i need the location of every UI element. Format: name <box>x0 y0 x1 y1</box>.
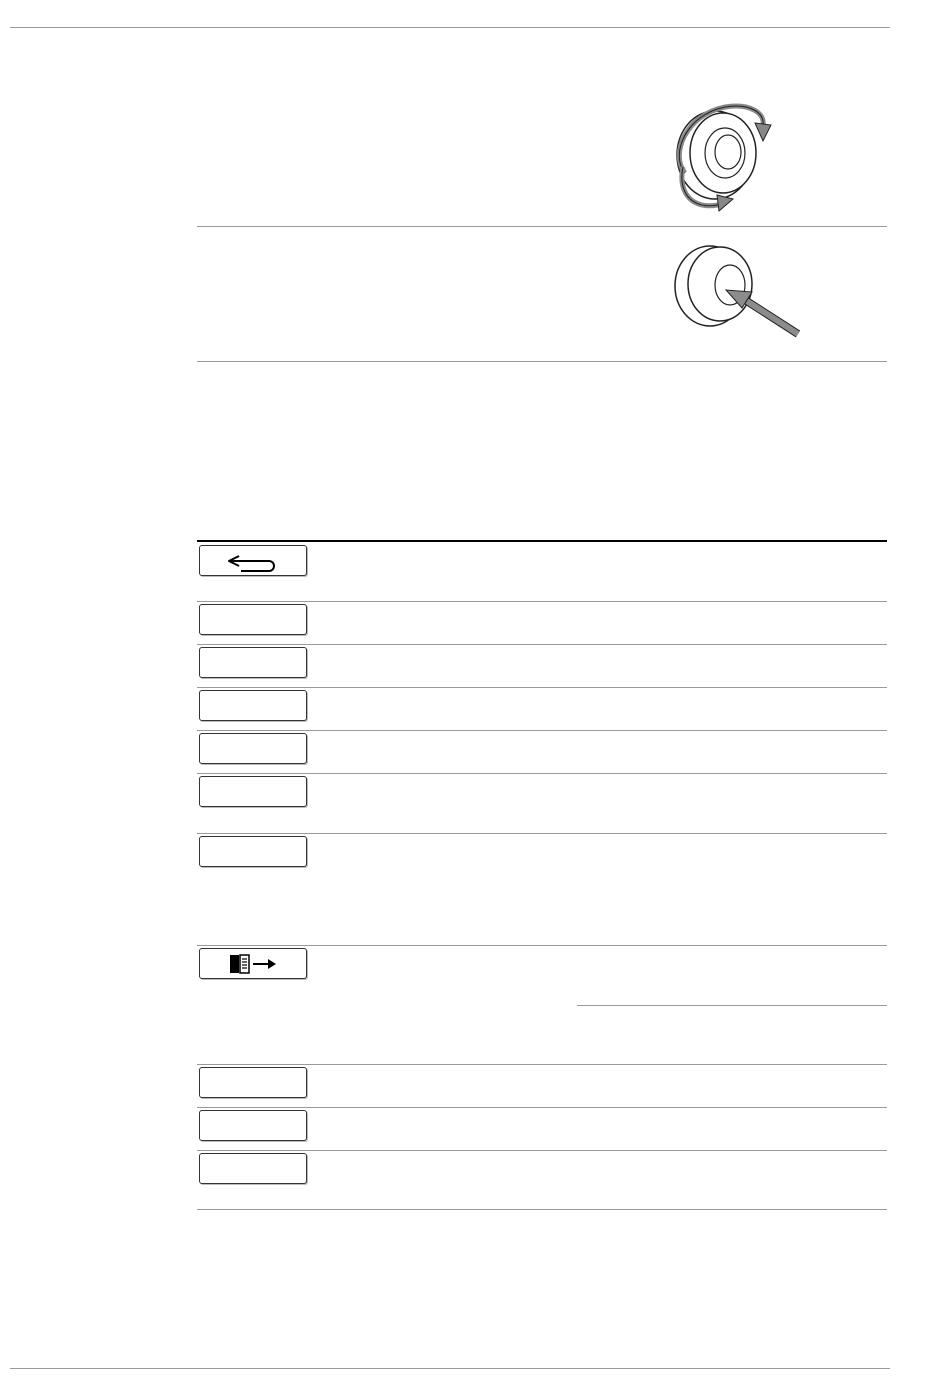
back-arrow-icon <box>225 550 281 572</box>
rotary-knob-turn-icon <box>655 95 785 220</box>
table-row-rule <box>197 730 887 731</box>
section-rule-1 <box>197 226 887 227</box>
manual-key[interactable] <box>199 948 307 979</box>
soft-key-6[interactable] <box>199 836 307 867</box>
soft-key-8[interactable] <box>199 1110 307 1141</box>
table-bottom-rule <box>197 1209 887 1210</box>
footer-rule <box>10 1368 890 1369</box>
soft-key-4[interactable] <box>199 733 307 764</box>
soft-key-3[interactable] <box>199 690 307 721</box>
back-key[interactable] <box>199 545 307 576</box>
soft-key-9[interactable] <box>199 1153 307 1184</box>
table-top-rule <box>197 540 887 542</box>
table-row-rule <box>197 1107 887 1108</box>
table-subrow-rule <box>577 1005 887 1006</box>
table-row-rule <box>197 644 887 645</box>
rotary-knob-press-icon <box>670 240 805 340</box>
table-row-rule <box>197 945 887 946</box>
soft-key-7[interactable] <box>199 1067 307 1098</box>
table-row-rule <box>197 601 887 602</box>
table-row-rule <box>197 1064 887 1065</box>
header-rule <box>10 27 890 28</box>
table-row-rule <box>197 773 887 774</box>
soft-key-5[interactable] <box>199 776 307 807</box>
section-rule-2 <box>197 361 887 362</box>
table-row-rule <box>197 833 887 834</box>
soft-key-2[interactable] <box>199 647 307 678</box>
manual-book-arrow-icon <box>228 953 278 975</box>
table-row-rule <box>197 1150 887 1151</box>
soft-key-1[interactable] <box>199 604 307 635</box>
table-row-rule <box>197 687 887 688</box>
